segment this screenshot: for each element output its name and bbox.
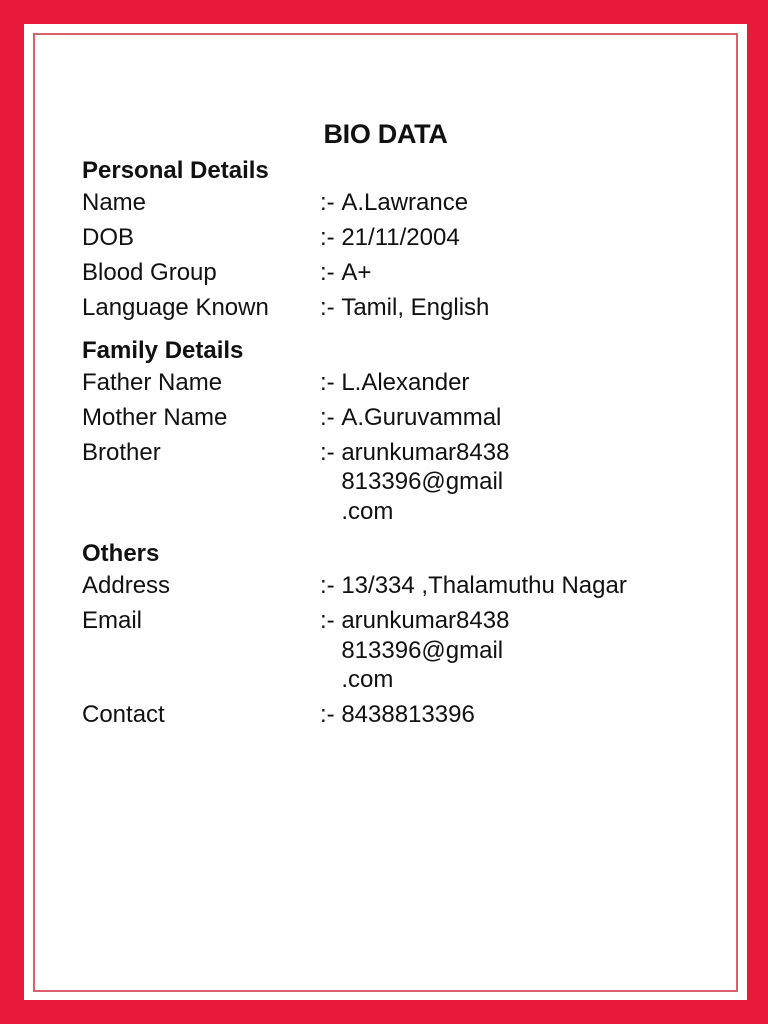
- row-separator: :-: [320, 438, 342, 466]
- row-separator: :-: [320, 224, 342, 251]
- biodata-content: [82, 154, 702, 735]
- detail-row-blood-group: [82, 258, 702, 288]
- row-value: 13/334 ,Thalamuthu Nagar: [341, 572, 627, 599]
- row-separator: :-: [320, 701, 342, 728]
- row-label: Name: [82, 189, 147, 216]
- row-separator: :-: [320, 572, 342, 599]
- row-value: Tamil, English: [341, 294, 490, 321]
- row-separator: :-: [320, 259, 342, 286]
- row-value: A+: [341, 259, 372, 286]
- row-value: L.Alexander: [341, 368, 470, 396]
- row-separator: :-: [320, 294, 342, 321]
- detail-row-language: [82, 293, 702, 323]
- row-label: DOB: [82, 224, 135, 251]
- row-label: Contact: [82, 701, 165, 728]
- section-heading-personal: Personal Details: [82, 157, 269, 184]
- detail-row-father-name: [82, 368, 702, 398]
- row-label: Address: [82, 572, 171, 599]
- row-separator: :-: [320, 403, 342, 431]
- row-value: 8438813396: [341, 701, 475, 728]
- row-label: Mother Name: [82, 403, 228, 431]
- row-label: Email: [82, 607, 143, 634]
- row-separator: :-: [320, 368, 342, 396]
- detail-row-name: [82, 188, 702, 218]
- page-title: BIO DATA: [323, 119, 448, 149]
- detail-row-address: [82, 571, 702, 601]
- row-value: arunkumar8438 813396@gmail .com: [341, 607, 510, 693]
- row-separator: :-: [320, 189, 342, 216]
- detail-row-contact: [82, 700, 702, 730]
- row-label: Brother: [82, 438, 161, 466]
- row-value: A.Guruvammal: [341, 403, 502, 431]
- row-label: Father Name: [82, 368, 223, 396]
- section-heading-others: Others: [82, 540, 160, 567]
- row-label: Language Known: [82, 294, 269, 321]
- biodata-sheet: [24, 24, 747, 1000]
- row-value: A.Lawrance: [341, 189, 469, 216]
- row-separator: :-: [320, 607, 342, 634]
- detail-row-dob: [82, 223, 702, 253]
- row-value: 21/11/2004: [341, 224, 460, 251]
- section-heading-family: Family Details: [82, 336, 244, 364]
- row-label: Blood Group: [82, 259, 217, 286]
- detail-row-mother-name: [82, 403, 702, 433]
- row-value: arunkumar8438 813396@gmail .com: [341, 438, 510, 525]
- detail-row-brother: [82, 438, 702, 527]
- detail-row-email: [82, 606, 702, 695]
